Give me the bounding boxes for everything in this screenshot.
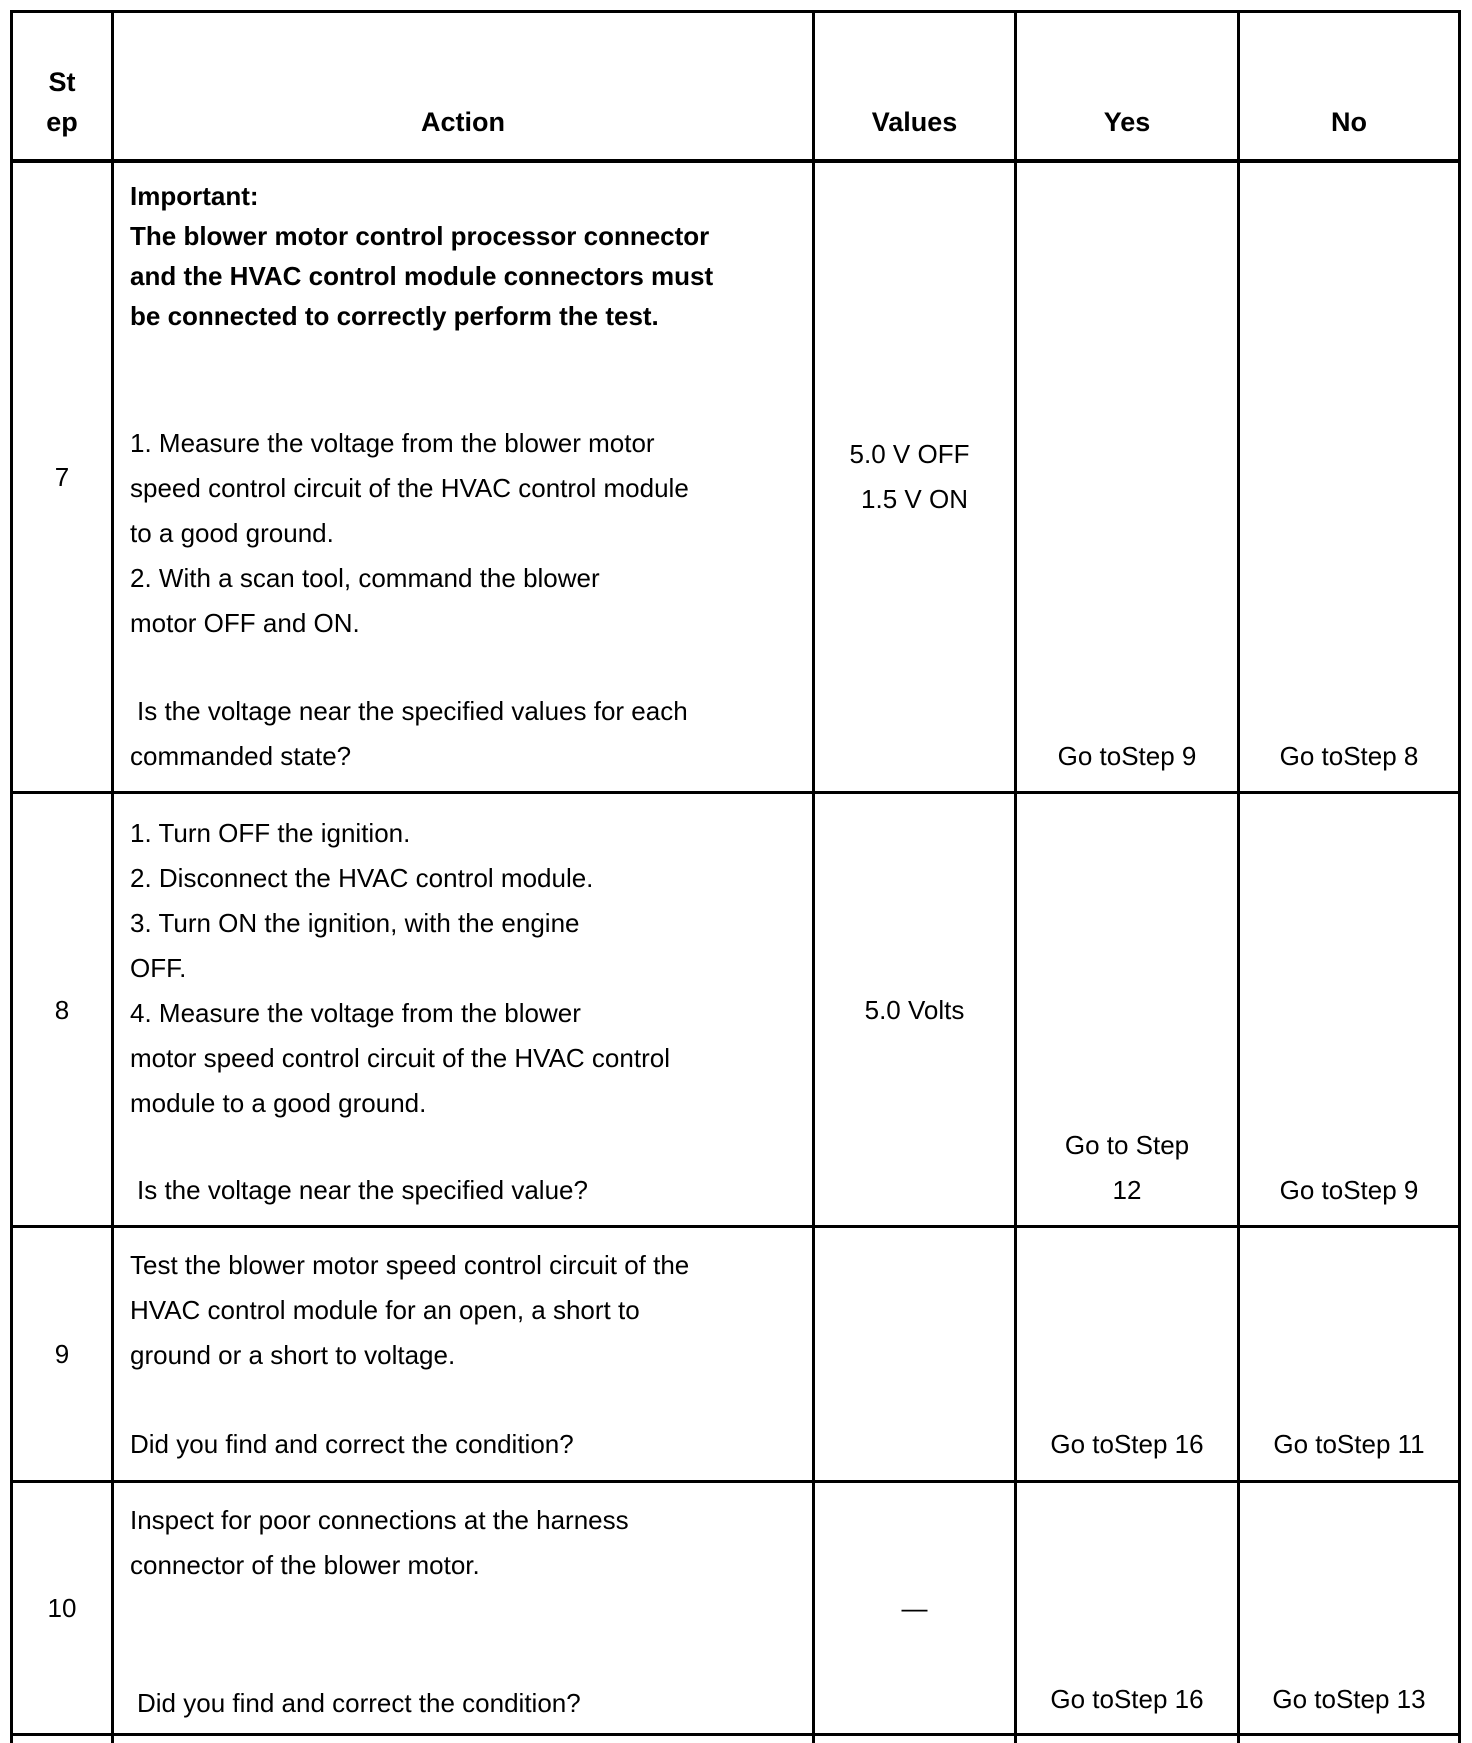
no-cell: Go toStep 8 <box>1279 741 1419 771</box>
no-cell: Go toStep 9 <box>1279 1175 1419 1205</box>
header-no: No <box>1331 107 1367 137</box>
action-steps <box>130 421 689 646</box>
action-line: OFF. <box>130 953 187 983</box>
column-divider <box>812 10 815 1743</box>
row-divider <box>10 791 1461 794</box>
step-number: 8 <box>54 995 70 1025</box>
values-cell: — <box>901 1593 928 1623</box>
action-line: motor OFF and ON. <box>130 608 360 638</box>
action-steps <box>130 1498 629 1588</box>
action-steps <box>130 1243 689 1378</box>
table-border-right <box>1458 10 1461 1743</box>
column-divider <box>1237 10 1240 1743</box>
action-line: 3. Turn ON the ignition, with the engine <box>130 908 580 938</box>
value-line: 5.0 V OFF <box>849 439 970 469</box>
action-line: motor speed control circuit of the HVAC control <box>130 1043 670 1073</box>
table-border-top <box>10 10 1461 13</box>
header-step-line1: St <box>48 67 76 97</box>
table-border-bottom <box>10 1733 1461 1736</box>
yes-line: 12 <box>1112 1175 1142 1205</box>
action-line: Test the blower motor speed control circuit of the <box>130 1250 690 1280</box>
important-line: The blower motor control processor connector <box>130 221 710 251</box>
action-line: Inspect for poor connections at the harness <box>130 1505 629 1535</box>
column-divider <box>111 10 114 1743</box>
no-cell: Go toStep 11 <box>1273 1429 1425 1459</box>
question-line: Is the voltage near the specified values for each <box>137 696 688 726</box>
action-question: Is the voltage near the specified value? <box>137 1175 588 1205</box>
header-divider <box>10 159 1461 163</box>
values-cell: 5.0 Volts <box>864 995 965 1025</box>
column-divider <box>1014 10 1017 1743</box>
header-action: Action <box>421 107 505 137</box>
yes-cell <box>1017 1123 1237 1213</box>
no-cell: Go toStep 13 <box>1272 1684 1426 1714</box>
important-line: and the HVAC control module connectors must <box>130 261 714 291</box>
table-border-left <box>10 10 13 1743</box>
yes-cell: Go toStep 16 <box>1050 1429 1204 1459</box>
important-line: be connected to correctly perform the test. <box>130 301 659 331</box>
action-line: module to a good ground. <box>130 1088 427 1118</box>
action-question: Did you find and correct the condition? <box>130 1429 574 1459</box>
values-cell <box>815 432 1014 522</box>
header-yes: Yes <box>1103 107 1151 137</box>
step-number: 10 <box>47 1593 77 1623</box>
action-line: ground or a short to voltage. <box>130 1340 456 1370</box>
action-line: 1. Measure the voltage from the blower motor <box>130 428 655 458</box>
action-line: speed control circuit of the HVAC control module <box>130 473 689 503</box>
step-number: 7 <box>54 462 70 492</box>
yes-cell: Go toStep 16 <box>1050 1684 1204 1714</box>
action-line: 1. Turn OFF the ignition. <box>130 818 411 848</box>
row-divider <box>10 1225 1461 1228</box>
row-divider <box>10 1480 1461 1483</box>
action-question: Did you find and correct the condition? <box>137 1688 581 1718</box>
important-label: Important: <box>130 181 259 211</box>
important-note <box>130 176 713 336</box>
action-line: 2. Disconnect the HVAC control module. <box>130 863 594 893</box>
action-steps <box>130 811 670 1126</box>
yes-cell: Go toStep 9 <box>1057 741 1197 771</box>
value-line: 1.5 V ON <box>861 484 968 514</box>
action-question <box>130 689 688 779</box>
action-line: connector of the blower motor. <box>130 1550 480 1580</box>
yes-line: Go to Step <box>1064 1130 1190 1160</box>
action-line: to a good ground. <box>130 518 334 548</box>
header-step-line2: ep <box>46 107 78 137</box>
header-values: Values <box>871 107 958 137</box>
action-line: 4. Measure the voltage from the blower <box>130 998 581 1028</box>
step-number: 9 <box>54 1339 70 1369</box>
question-line: commanded state? <box>130 741 352 771</box>
action-line: HVAC control module for an open, a short to <box>130 1295 640 1325</box>
action-line: 2. With a scan tool, command the blower <box>130 563 600 593</box>
header-step <box>13 62 111 142</box>
